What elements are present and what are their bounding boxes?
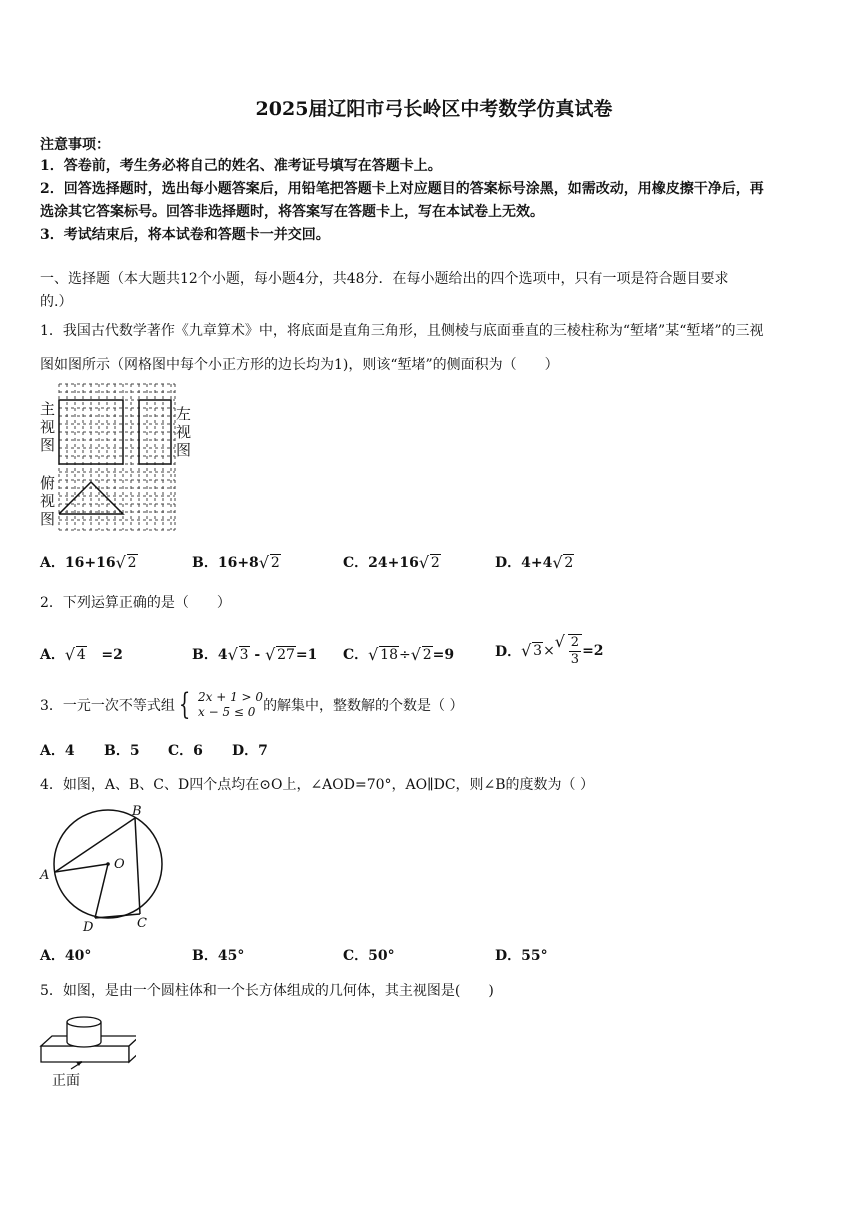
q4-option-d: D．55° [495,948,548,964]
notice-item-2: 2．回答选择题时，选出每小题答案后，用铅笔把答题卡上对应题目的答案标号涂黑，如需改动，用橡皮擦干净后，再 [40,181,764,197]
q1-stem-cont [40,354,559,374]
left-view-label: 左 视 图 [176,405,192,459]
q4-option-c: C．50° [343,948,395,964]
q3-stem-pre: 3．一元一次不等式组 [40,698,175,714]
q3-option-c: C．6 [168,743,203,759]
segment-bc [135,818,140,914]
q3-stem: 3．一元一次不等式组 { 2x + 1 > 0 x − 5 ≤ 0 的解集中，整数解的个数是（ ） [40,687,464,722]
q2-option-a: A．√ 4 =2 [40,644,123,664]
exam-title: 2025届辽阳市弓长岭区中考数学仿真试卷 [255,98,613,120]
segment-ao [55,864,108,872]
notice-item-3: 3．考试结束后，将本试卷和答题卡一并交回。 [40,227,330,243]
q1-three-views-figure [36,380,196,535]
q1-option-d: D．4+4√ 2 [495,552,574,572]
q3-stem-post: 的解集中，整数解的个数是（ ） [263,698,464,714]
q2-option-d: D．√ 3× √ $\frac{2}{3}$ =2 [495,634,604,668]
notice-item-2-cont: 选涂其它答案标号。回答非选择题时，将答案写在答题卡上，写在本试卷上无效。 [40,204,544,220]
q4-stem: 4．如图，A、B、C、D四个点均在⊙O上，∠AOD=70°，AO∥DC，则∠B的度数为（ ） [40,777,594,793]
q3-option-d: D．7 [232,743,268,759]
q1-stem-line1: 1．我国古代数学著作《九章算术》中，将底面是直角三角形，且侧棱与底面垂直的三棱柱称为“堑堵”某“堑堵”的三视 [40,323,764,339]
front-direction-label: 正面 [52,1073,80,1089]
section-header-cont: 的.） [40,294,73,310]
q2-option-c: C．√ 18÷√ 2=9 [343,644,454,664]
point-d-label: D [83,920,94,935]
q4-option-b: B．45° [192,948,245,964]
q1-stem [40,320,764,340]
q1-option-b: B．16+8√ 2 [192,552,281,572]
cuboid-front [41,1046,129,1062]
q5-stem: 5．如图，是由一个圆柱体和一个长方体组成的几何体，其主视图是( ) [40,983,494,999]
notice-item-1: 1．答卷前，考生务必将自己的姓名、准考证号填写在答题卡上。 [40,158,442,174]
point-o-label: O [114,857,125,872]
segment-od [95,864,108,918]
section-header: 一、选择题（本大题共12个小题，每小题4分，共48分．在每小题给出的四个选项中，只有一项是符合题目要求 [40,271,729,287]
q5-solid-figure [36,1010,136,1070]
point-b-label: B [132,804,142,819]
q3-option-a: A．4 [40,743,75,759]
notice-heading: 注意事项： [40,137,110,153]
q3-option-b: B．5 [104,743,140,759]
q4-option-a: A．40° [40,948,92,964]
q1-option-a: A．16+16√ 2 [40,552,138,572]
q4-circle-figure [36,800,176,936]
q2-stem: 2．下列运算正确的是（ ） [40,595,231,611]
q3-inequality-1: 2x + 1 > 0 [198,690,264,704]
cylinder-top [67,1017,101,1027]
q3-inequality-2: x − 5 ≤ 0 [198,705,256,719]
point-c-label: C [137,916,147,931]
q2-option-b: B．4√ 3 - √ 27=1 [192,644,317,664]
q1-option-c: C．24+16√ 2 [343,552,441,572]
front-view-label: 主 视 图 [40,400,56,454]
top-view-label: 俯 视 图 [40,474,56,528]
point-a-label: A [40,868,50,883]
q1-stem-line2: 图如图所示（网格图中每个小正方形的边长均为1)，则该“堑堵”的侧面积为（ ） [40,357,559,373]
